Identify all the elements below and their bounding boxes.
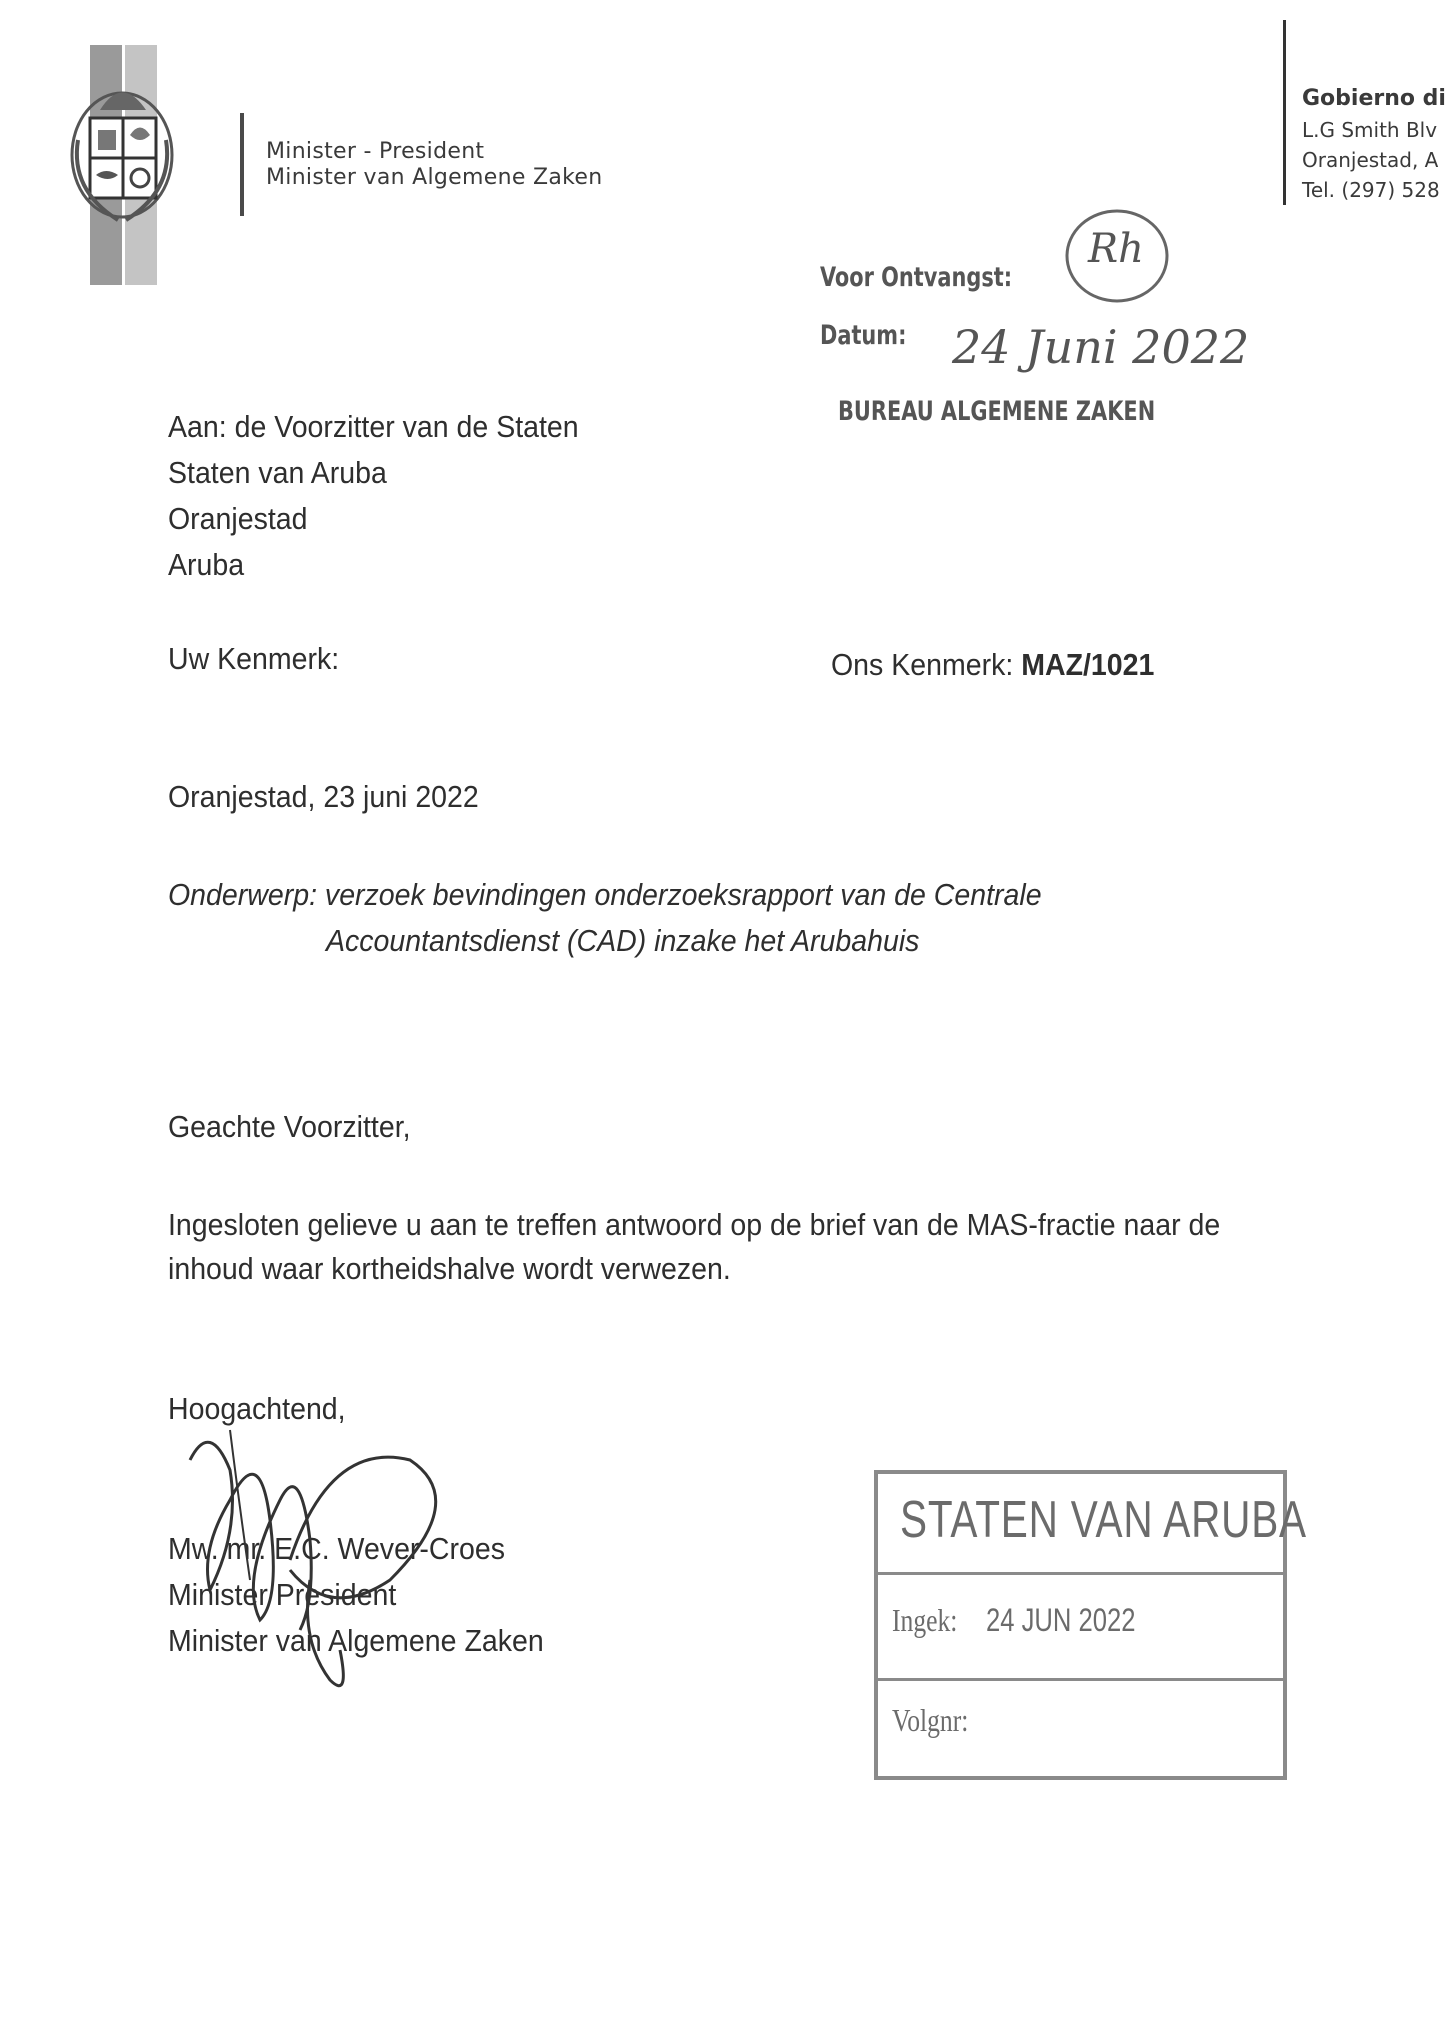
- your-reference-label: Uw Kenmerk:: [168, 641, 340, 676]
- place-date: Oranjestad, 23 juni 2022: [168, 779, 479, 814]
- stamp-initials: Rh: [1088, 226, 1144, 272]
- stamp-date-label: Datum:: [820, 320, 907, 351]
- our-reference-label: Ons Kenmerk:: [831, 647, 1014, 682]
- recipient-line-3: Oranjestad: [168, 501, 308, 536]
- signatory-title-2: Minister van Algemene Zaken: [168, 1623, 544, 1658]
- office-title: Minister - President: [266, 139, 485, 164]
- body-line-1: Ingesloten gelieve u aan te treffen antwoord op de brief van de MAS-fractie naar de: [168, 1207, 1221, 1242]
- signatory-title-1: Minister President: [168, 1577, 397, 1612]
- subject-line-1: Onderwerp: verzoek bevindingen onderzoeksrapport van de Centrale: [168, 877, 1042, 912]
- office-subtitle: Minister van Algemene Zaken: [266, 165, 603, 190]
- our-reference: [831, 642, 1154, 688]
- closing: Hoogachtend,: [168, 1391, 346, 1426]
- address-street: L.G Smith Blv: [1302, 118, 1438, 142]
- header-divider: [240, 113, 244, 216]
- inbox-stamp: [874, 1470, 1307, 1780]
- recipient-line-1: Aan: de Voorzitter van de Staten: [168, 409, 579, 444]
- recipient-line-4: Aruba: [168, 547, 245, 582]
- body-line-2: inhoud waar kortheidshalve wordt verwezen.: [168, 1251, 731, 1286]
- stamp-office: BUREAU ALGEMENE ZAKEN: [838, 396, 1156, 427]
- our-reference-value: MAZ/1021: [1021, 647, 1155, 682]
- stamp-date-value: 24 Juni 2022: [952, 320, 1250, 374]
- signatory-name: Mw. mr. E.C. Wever-Croes: [168, 1531, 506, 1566]
- address-phone: Tel. (297) 528: [1302, 178, 1440, 202]
- inbox-stamp-divider-1: [878, 1572, 1283, 1575]
- address-divider: [1283, 20, 1286, 205]
- government-name: Gobierno di: [1302, 86, 1446, 111]
- inbox-stamp-divider-2: [878, 1678, 1283, 1681]
- inbox-number-label: Volgnr:: [892, 1702, 969, 1738]
- inbox-received-value: 24 JUN 2022: [986, 1602, 1136, 1638]
- subject-line-2: Accountantsdienst (CAD) inzake het Arubahuis: [326, 923, 920, 958]
- salutation: Geachte Voorzitter,: [168, 1109, 411, 1144]
- recipient-line-2: Staten van Aruba: [168, 455, 387, 490]
- address-city: Oranjestad, A: [1302, 148, 1439, 172]
- handwritten-signature: [170, 1400, 470, 1700]
- inbox-received-label: Ingek:: [892, 1602, 958, 1638]
- inbox-stamp-title: STATEN VAN ARUBA: [900, 1491, 1307, 1549]
- stamp-received-label: Voor Ontvangst:: [820, 262, 1013, 293]
- coat-of-arms-logo: [60, 40, 190, 290]
